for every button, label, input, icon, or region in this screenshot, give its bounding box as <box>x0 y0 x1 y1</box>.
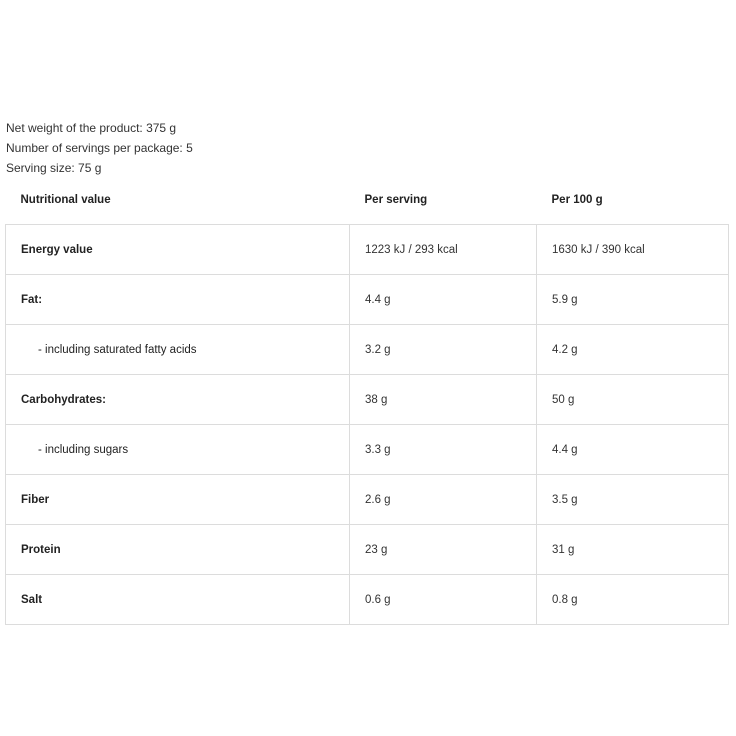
table-row <box>6 425 729 475</box>
product-info <box>6 118 193 178</box>
table-header-row <box>6 176 729 225</box>
row-per-100g: 5.9 g <box>537 275 729 325</box>
row-label: Fiber <box>6 475 350 525</box>
row-per-serving: 3.3 g <box>350 425 537 475</box>
header-per-serving: Per serving <box>364 194 428 206</box>
row-per-100g: 0.8 g <box>537 575 729 625</box>
row-per-100g: 31 g <box>537 525 729 575</box>
row-label: - including sugars <box>6 425 350 475</box>
header-nutritional-value: Nutritional value <box>20 194 111 206</box>
table-row <box>6 475 729 525</box>
table-row <box>6 525 729 575</box>
table-row <box>6 575 729 625</box>
row-per-serving: 38 g <box>350 375 537 425</box>
header-per-100g: Per 100 g <box>551 194 603 206</box>
row-label: Carbohydrates: <box>6 375 350 425</box>
row-label: Energy value <box>6 225 350 275</box>
row-label: Fat: <box>6 275 350 325</box>
table-row <box>6 325 729 375</box>
row-per-100g: 4.4 g <box>537 425 729 475</box>
table-row <box>6 225 729 275</box>
servings-per-package-text: Number of servings per package: 5 <box>6 141 193 155</box>
row-label: Salt <box>6 575 350 625</box>
table-row <box>6 275 729 325</box>
row-per-100g: 4.2 g <box>537 325 729 375</box>
row-per-serving: 4.4 g <box>350 275 537 325</box>
row-label: Protein <box>6 525 350 575</box>
row-per-100g: 1630 kJ / 390 kcal <box>537 225 729 275</box>
table-row <box>6 375 729 425</box>
row-label: - including saturated fatty acids <box>6 325 350 375</box>
row-per-serving: 23 g <box>350 525 537 575</box>
row-per-serving: 3.2 g <box>350 325 537 375</box>
row-per-serving: 2.6 g <box>350 475 537 525</box>
row-per-100g: 50 g <box>537 375 729 425</box>
net-weight-text: Net weight of the product: 375 g <box>6 121 177 135</box>
row-per-serving: 0.6 g <box>350 575 537 625</box>
row-per-100g: 3.5 g <box>537 475 729 525</box>
nutrition-table <box>5 176 729 625</box>
serving-size-text: Serving size: 75 g <box>6 161 102 175</box>
row-per-serving: 1223 kJ / 293 kcal <box>350 225 537 275</box>
